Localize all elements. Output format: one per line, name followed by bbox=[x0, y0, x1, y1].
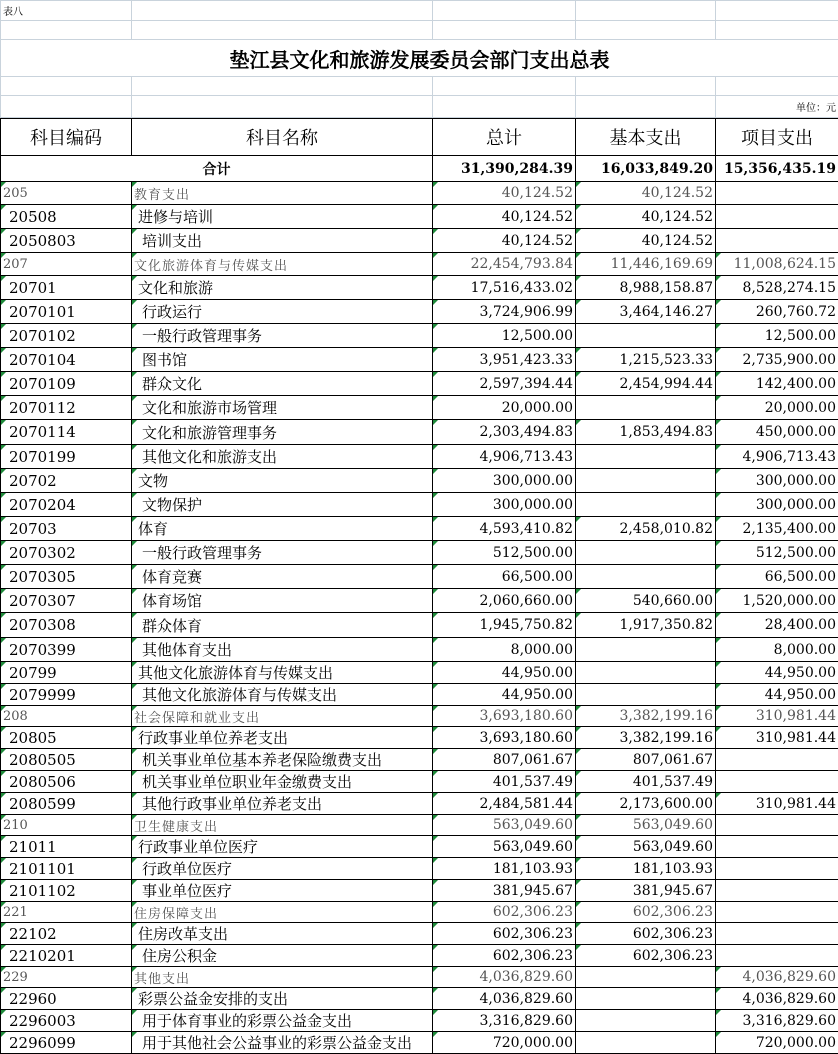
row-project: 260,760.72 bbox=[716, 300, 838, 324]
row-basic: 2,173,600.00 bbox=[576, 793, 716, 815]
row-basic bbox=[576, 1010, 716, 1032]
row-code: 221 bbox=[1, 902, 132, 923]
row-basic: 2,458,010.82 bbox=[576, 517, 716, 541]
row-project bbox=[716, 836, 838, 858]
row-total: 807,061.67 bbox=[433, 749, 576, 771]
row-basic: 11,446,169.69 bbox=[576, 253, 716, 276]
table-row bbox=[1, 205, 838, 229]
row-name: 其他文化旅游体育与传媒支出 bbox=[132, 684, 433, 706]
row-project: 44,950.00 bbox=[716, 684, 838, 706]
row-project: 2,135,400.00 bbox=[716, 517, 838, 541]
table-row bbox=[1, 858, 838, 880]
table-row bbox=[1, 420, 838, 445]
table-row bbox=[1, 276, 838, 300]
row-basic: 401,537.49 bbox=[576, 771, 716, 793]
row-total: 720,000.00 bbox=[433, 1032, 576, 1054]
row-project: 450,000.00 bbox=[716, 420, 838, 445]
row-code: 20805 bbox=[1, 727, 132, 749]
row-code: 22960 bbox=[1, 988, 132, 1010]
row-project bbox=[716, 182, 838, 205]
row-project: 142,400.00 bbox=[716, 372, 838, 396]
row-total: 4,036,829.60 bbox=[433, 967, 576, 988]
row-basic bbox=[576, 469, 716, 493]
row-code: 2101102 bbox=[1, 880, 132, 902]
table-row bbox=[1, 445, 838, 469]
row-name: 群众体育 bbox=[132, 613, 433, 638]
row-project: 11,008,624.15 bbox=[716, 253, 838, 276]
row-basic bbox=[576, 662, 716, 684]
row-project bbox=[716, 815, 838, 836]
row-basic: 1,917,350.82 bbox=[576, 613, 716, 638]
row-project bbox=[716, 945, 838, 967]
row-total: 4,593,410.82 bbox=[433, 517, 576, 541]
row-code: 2070302 bbox=[1, 541, 132, 565]
row-code: 2070308 bbox=[1, 613, 132, 638]
row-basic bbox=[576, 324, 716, 348]
row-project: 44,950.00 bbox=[716, 662, 838, 684]
table-row bbox=[1, 815, 838, 836]
row-total: 563,049.60 bbox=[433, 815, 576, 836]
row-basic: 563,049.60 bbox=[576, 836, 716, 858]
row-name: 进修与培训 bbox=[132, 205, 433, 229]
row-total: 3,693,180.60 bbox=[433, 727, 576, 749]
row-name: 其他文化旅游体育与传媒支出 bbox=[132, 662, 433, 684]
row-name: 一般行政管理事务 bbox=[132, 541, 433, 565]
row-name: 机关事业单位基本养老保险缴费支出 bbox=[132, 749, 433, 771]
row-name: 图书馆 bbox=[132, 348, 433, 372]
row-name: 其他体育支出 bbox=[132, 638, 433, 662]
row-basic bbox=[576, 445, 716, 469]
row-total: 602,306.23 bbox=[433, 902, 576, 923]
row-name: 行政单位医疗 bbox=[132, 858, 433, 880]
row-project bbox=[716, 205, 838, 229]
table-row bbox=[1, 541, 838, 565]
row-project: 512,500.00 bbox=[716, 541, 838, 565]
table-row bbox=[1, 902, 838, 923]
row-total: 2,597,394.44 bbox=[433, 372, 576, 396]
row-total: 17,516,433.02 bbox=[433, 276, 576, 300]
row-code: 20508 bbox=[1, 205, 132, 229]
row-project bbox=[716, 902, 838, 923]
row-code: 2070305 bbox=[1, 565, 132, 589]
row-project: 8,528,274.15 bbox=[716, 276, 838, 300]
unit-label: 单位：元 bbox=[716, 96, 838, 118]
row-code: 20703 bbox=[1, 517, 132, 541]
row-total: 3,724,906.99 bbox=[433, 300, 576, 324]
row-total: 1,945,750.82 bbox=[433, 613, 576, 638]
row-total: 602,306.23 bbox=[433, 923, 576, 945]
row-basic: 563,049.60 bbox=[576, 815, 716, 836]
row-code: 2070112 bbox=[1, 396, 132, 420]
row-code: 2070114 bbox=[1, 420, 132, 445]
row-project bbox=[716, 858, 838, 880]
row-code: 2050803 bbox=[1, 229, 132, 253]
row-code: 210 bbox=[1, 815, 132, 836]
row-code: 2080506 bbox=[1, 771, 132, 793]
row-code: 2101101 bbox=[1, 858, 132, 880]
row-total: 602,306.23 bbox=[433, 945, 576, 967]
row-name: 文物保护 bbox=[132, 493, 433, 517]
table-row bbox=[1, 589, 838, 613]
row-name: 事业单位医疗 bbox=[132, 880, 433, 902]
table-row bbox=[1, 324, 838, 348]
table-row bbox=[1, 300, 838, 324]
row-name: 文化和旅游市场管理 bbox=[132, 396, 433, 420]
row-code: 2070307 bbox=[1, 589, 132, 613]
row-total: 8,000.00 bbox=[433, 638, 576, 662]
table-row bbox=[1, 613, 838, 638]
row-basic: 602,306.23 bbox=[576, 923, 716, 945]
row-total: 12,500.00 bbox=[433, 324, 576, 348]
table-row bbox=[1, 923, 838, 945]
row-project: 310,981.44 bbox=[716, 793, 838, 815]
row-basic: 1,853,494.83 bbox=[576, 420, 716, 445]
row-basic bbox=[576, 396, 716, 420]
total-sum: 31,390,284.39 bbox=[433, 156, 576, 182]
table-row bbox=[1, 493, 838, 517]
row-basic: 40,124.52 bbox=[576, 182, 716, 205]
row-total: 40,124.52 bbox=[433, 229, 576, 253]
table-row bbox=[1, 348, 838, 372]
table-row bbox=[1, 182, 838, 205]
row-project bbox=[716, 880, 838, 902]
row-basic: 8,988,158.87 bbox=[576, 276, 716, 300]
row-total: 44,950.00 bbox=[433, 684, 576, 706]
row-project: 310,981.44 bbox=[716, 706, 838, 727]
row-project: 66,500.00 bbox=[716, 565, 838, 589]
row-basic: 40,124.52 bbox=[576, 229, 716, 253]
sheet-label: 表八 bbox=[1, 1, 132, 21]
table-row bbox=[1, 988, 838, 1010]
row-basic bbox=[576, 988, 716, 1010]
table-row bbox=[1, 836, 838, 858]
row-code: 2080599 bbox=[1, 793, 132, 815]
row-code: 2079999 bbox=[1, 684, 132, 706]
table-row bbox=[1, 749, 838, 771]
row-code: 205 bbox=[1, 182, 132, 205]
row-total: 40,124.52 bbox=[433, 205, 576, 229]
row-project bbox=[716, 229, 838, 253]
row-total: 3,316,829.60 bbox=[433, 1010, 576, 1032]
row-project: 720,000.00 bbox=[716, 1032, 838, 1054]
table-row bbox=[1, 396, 838, 420]
row-project: 4,036,829.60 bbox=[716, 988, 838, 1010]
table-row bbox=[1, 372, 838, 396]
row-total: 4,906,713.43 bbox=[433, 445, 576, 469]
row-code: 2070101 bbox=[1, 300, 132, 324]
row-name: 社会保障和就业支出 bbox=[132, 706, 433, 727]
row-project: 4,036,829.60 bbox=[716, 967, 838, 988]
header-total: 总计 bbox=[433, 119, 576, 156]
row-total: 22,454,793.84 bbox=[433, 253, 576, 276]
row-basic bbox=[576, 493, 716, 517]
row-code: 20702 bbox=[1, 469, 132, 493]
table-row bbox=[1, 1032, 838, 1054]
row-project: 2,735,900.00 bbox=[716, 348, 838, 372]
row-project bbox=[716, 749, 838, 771]
row-code: 2296099 bbox=[1, 1032, 132, 1054]
row-project: 4,906,713.43 bbox=[716, 445, 838, 469]
row-name: 文化和旅游管理事务 bbox=[132, 420, 433, 445]
table-row bbox=[1, 880, 838, 902]
row-project bbox=[716, 923, 838, 945]
table-header-row bbox=[1, 119, 838, 156]
total-label: 合计 bbox=[1, 156, 433, 182]
row-code: 207 bbox=[1, 253, 132, 276]
row-total: 512,500.00 bbox=[433, 541, 576, 565]
row-name: 彩票公益金安排的支出 bbox=[132, 988, 433, 1010]
row-basic: 1,215,523.33 bbox=[576, 348, 716, 372]
table-row bbox=[1, 1010, 838, 1032]
row-code: 21011 bbox=[1, 836, 132, 858]
total-row bbox=[1, 156, 838, 182]
table-row bbox=[1, 945, 838, 967]
row-name: 群众文化 bbox=[132, 372, 433, 396]
row-name: 培训支出 bbox=[132, 229, 433, 253]
sheet-header-area bbox=[0, 0, 838, 118]
header-name: 科目名称 bbox=[132, 119, 433, 156]
row-total: 401,537.49 bbox=[433, 771, 576, 793]
expenditure-table bbox=[0, 118, 838, 1054]
row-name: 体育场馆 bbox=[132, 589, 433, 613]
row-project: 12,500.00 bbox=[716, 324, 838, 348]
row-name: 其他行政事业单位养老支出 bbox=[132, 793, 433, 815]
row-code: 2070204 bbox=[1, 493, 132, 517]
row-basic: 807,061.67 bbox=[576, 749, 716, 771]
table-row bbox=[1, 684, 838, 706]
row-name: 用于其他社会公益事业的彩票公益金支出 bbox=[132, 1032, 433, 1054]
row-basic bbox=[576, 565, 716, 589]
row-code: 229 bbox=[1, 967, 132, 988]
row-basic bbox=[576, 684, 716, 706]
row-total: 300,000.00 bbox=[433, 469, 576, 493]
row-total: 2,484,581.44 bbox=[433, 793, 576, 815]
row-name: 体育 bbox=[132, 517, 433, 541]
row-basic: 2,454,994.44 bbox=[576, 372, 716, 396]
row-name: 机关事业单位职业年金缴费支出 bbox=[132, 771, 433, 793]
row-basic: 3,464,146.27 bbox=[576, 300, 716, 324]
row-name: 文化旅游体育与传媒支出 bbox=[132, 253, 433, 276]
row-project: 8,000.00 bbox=[716, 638, 838, 662]
row-name: 教育支出 bbox=[132, 182, 433, 205]
table-row bbox=[1, 565, 838, 589]
row-code: 20799 bbox=[1, 662, 132, 684]
row-basic bbox=[576, 638, 716, 662]
header-project: 项目支出 bbox=[716, 119, 838, 156]
row-name: 住房公积金 bbox=[132, 945, 433, 967]
table-row bbox=[1, 253, 838, 276]
table-row bbox=[1, 469, 838, 493]
row-name: 体育竞赛 bbox=[132, 565, 433, 589]
row-project: 3,316,829.60 bbox=[716, 1010, 838, 1032]
row-basic: 181,103.93 bbox=[576, 858, 716, 880]
header-code: 科目编码 bbox=[1, 119, 132, 156]
total-project: 15,356,435.19 bbox=[716, 156, 838, 182]
row-basic: 602,306.23 bbox=[576, 902, 716, 923]
row-total: 2,303,494.83 bbox=[433, 420, 576, 445]
row-name: 文化和旅游 bbox=[132, 276, 433, 300]
row-code: 208 bbox=[1, 706, 132, 727]
row-basic: 3,382,199.16 bbox=[576, 727, 716, 749]
table-row bbox=[1, 638, 838, 662]
table-row bbox=[1, 771, 838, 793]
row-total: 40,124.52 bbox=[433, 182, 576, 205]
row-basic: 381,945.67 bbox=[576, 880, 716, 902]
table-row bbox=[1, 967, 838, 988]
row-code: 20701 bbox=[1, 276, 132, 300]
row-total: 66,500.00 bbox=[433, 565, 576, 589]
row-project: 300,000.00 bbox=[716, 493, 838, 517]
row-project: 28,400.00 bbox=[716, 613, 838, 638]
row-project bbox=[716, 771, 838, 793]
row-name: 用于体育事业的彩票公益金支出 bbox=[132, 1010, 433, 1032]
row-name: 住房保障支出 bbox=[132, 902, 433, 923]
row-code: 2210201 bbox=[1, 945, 132, 967]
row-total: 3,951,423.33 bbox=[433, 348, 576, 372]
table-row bbox=[1, 727, 838, 749]
row-name: 行政事业单位医疗 bbox=[132, 836, 433, 858]
row-name: 文物 bbox=[132, 469, 433, 493]
row-total: 4,036,829.60 bbox=[433, 988, 576, 1010]
row-total: 3,693,180.60 bbox=[433, 706, 576, 727]
row-code: 2070102 bbox=[1, 324, 132, 348]
table-row bbox=[1, 662, 838, 684]
row-project: 20,000.00 bbox=[716, 396, 838, 420]
table-row bbox=[1, 793, 838, 815]
row-code: 2070199 bbox=[1, 445, 132, 469]
row-basic bbox=[576, 541, 716, 565]
row-project: 310,981.44 bbox=[716, 727, 838, 749]
row-code: 2070399 bbox=[1, 638, 132, 662]
row-project: 300,000.00 bbox=[716, 469, 838, 493]
row-total: 381,945.67 bbox=[433, 880, 576, 902]
row-code: 22102 bbox=[1, 923, 132, 945]
row-name: 一般行政管理事务 bbox=[132, 324, 433, 348]
row-name: 其他文化和旅游支出 bbox=[132, 445, 433, 469]
row-total: 2,060,660.00 bbox=[433, 589, 576, 613]
row-code: 2296003 bbox=[1, 1010, 132, 1032]
row-code: 2080505 bbox=[1, 749, 132, 771]
row-name: 卫生健康支出 bbox=[132, 815, 433, 836]
row-name: 其他支出 bbox=[132, 967, 433, 988]
total-basic: 16,033,849.20 bbox=[576, 156, 716, 182]
header-basic: 基本支出 bbox=[576, 119, 716, 156]
table-row bbox=[1, 706, 838, 727]
row-total: 44,950.00 bbox=[433, 662, 576, 684]
row-basic bbox=[576, 1032, 716, 1054]
row-total: 300,000.00 bbox=[433, 493, 576, 517]
row-basic: 602,306.23 bbox=[576, 945, 716, 967]
row-name: 住房改革支出 bbox=[132, 923, 433, 945]
row-total: 563,049.60 bbox=[433, 836, 576, 858]
row-basic bbox=[576, 967, 716, 988]
page-title: 垫江县文化和旅游发展委员会部门支出总表 bbox=[1, 40, 838, 77]
row-basic: 40,124.52 bbox=[576, 205, 716, 229]
row-code: 2070109 bbox=[1, 372, 132, 396]
row-code: 2070104 bbox=[1, 348, 132, 372]
table-row bbox=[1, 229, 838, 253]
table-row bbox=[1, 517, 838, 541]
row-total: 181,103.93 bbox=[433, 858, 576, 880]
row-name: 行政事业单位养老支出 bbox=[132, 727, 433, 749]
row-basic: 540,660.00 bbox=[576, 589, 716, 613]
row-name: 行政运行 bbox=[132, 300, 433, 324]
row-project: 1,520,000.00 bbox=[716, 589, 838, 613]
row-total: 20,000.00 bbox=[433, 396, 576, 420]
row-basic: 3,382,199.16 bbox=[576, 706, 716, 727]
